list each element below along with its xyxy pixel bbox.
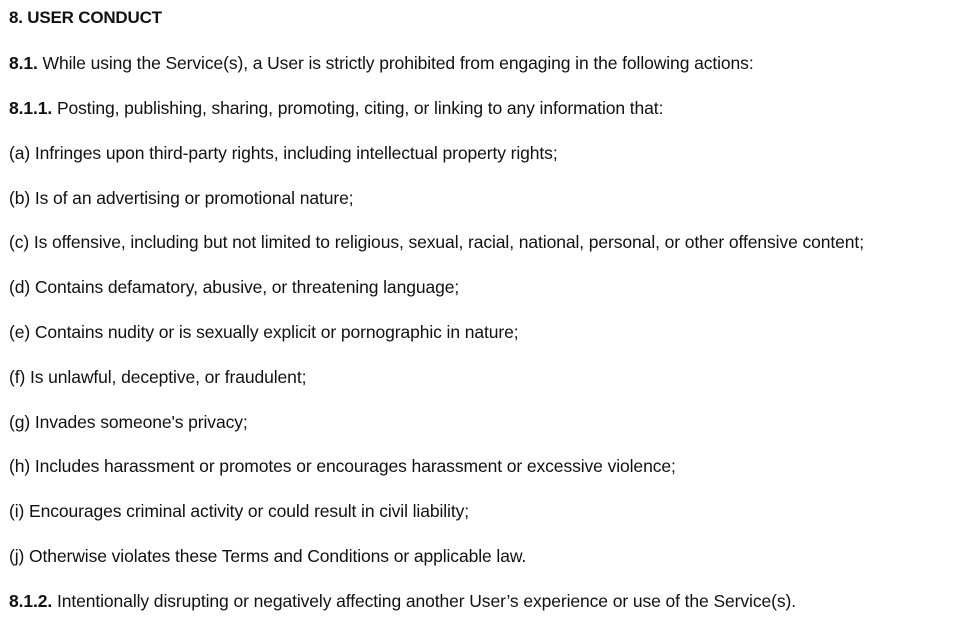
clause-text: Intentionally disrupting or negatively affecting another User’s experience or use of the Service(s). — [52, 591, 796, 611]
list-item-a: (a) Infringes upon third-party rights, including intellectual property rights; — [9, 143, 558, 163]
clause-text: While using the Service(s), a User is strictly prohibited from engaging in the following actions: — [37, 53, 754, 73]
clause-text: Posting, publishing, sharing, promoting, citing, or linking to any information that: — [52, 98, 664, 118]
clause-8-1-1 — [9, 97, 663, 119]
clause-8-1 — [9, 52, 754, 74]
list-item-e: (e) Contains nudity or is sexually explicit or pornographic in nature; — [9, 322, 519, 342]
clause-8-1-2 — [9, 590, 796, 612]
list-item-f: (f) Is unlawful, deceptive, or fraudulent; — [9, 367, 307, 387]
clause-number: 8.1. — [9, 53, 38, 73]
clause-number: 8.1.1. — [9, 98, 53, 118]
list-item-j: (j) Otherwise violates these Terms and Conditions or applicable law. — [9, 546, 527, 566]
list-item-d: (d) Contains defamatory, abusive, or threatening language; — [9, 277, 460, 297]
list-item-g: (g) Invades someone's privacy; — [9, 412, 248, 432]
clause-number: 8.1.2. — [9, 591, 53, 611]
section-heading: 8. USER CONDUCT — [9, 8, 162, 27]
list-item-i: (i) Encourages criminal activity or could result in civil liability; — [9, 501, 470, 521]
list-item-c: (c) Is offensive, including but not limited to religious, sexual, racial, national, personal, or other offensive content; — [9, 232, 864, 252]
list-item-b: (b) Is of an advertising or promotional nature; — [9, 188, 354, 208]
list-item-h: (h) Includes harassment or promotes or encourages harassment or excessive violence; — [9, 456, 676, 476]
